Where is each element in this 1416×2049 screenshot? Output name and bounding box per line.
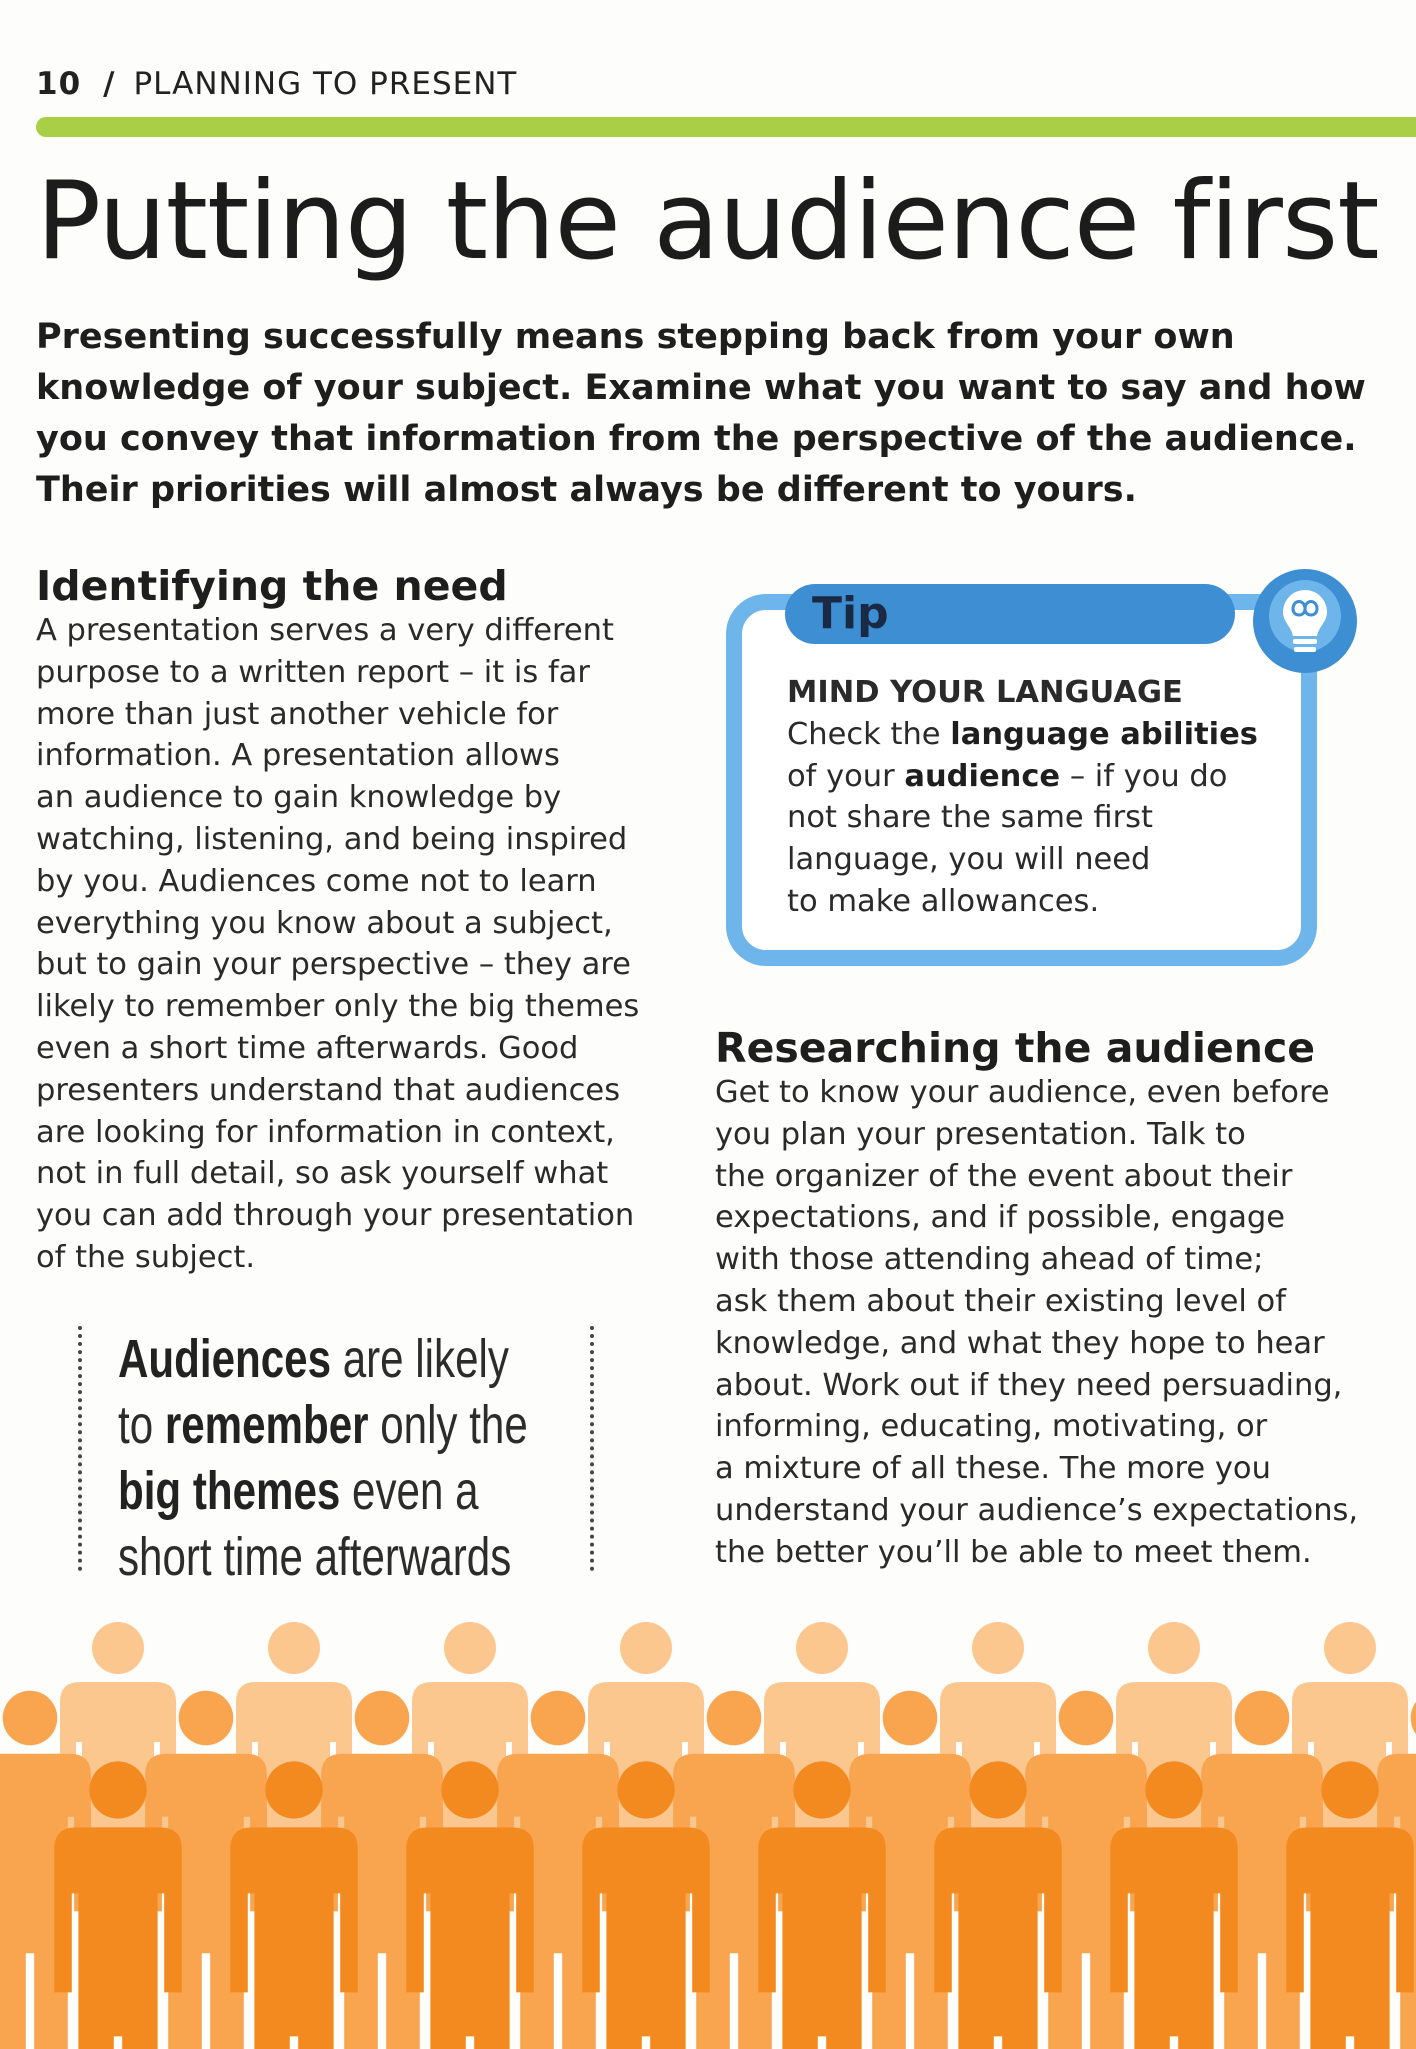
tip-text-span: language, you will need bbox=[787, 842, 1151, 878]
tip-text-span: to make allowances. bbox=[787, 883, 1100, 919]
tip-content bbox=[787, 672, 1287, 923]
tip-label: Tip bbox=[812, 588, 889, 639]
page-title: Putting the audience first bbox=[36, 159, 1379, 284]
body-line: you plan your presentation. Talk to bbox=[715, 1116, 1246, 1152]
body-line: not in full detail, so ask yourself what bbox=[36, 1156, 609, 1192]
identifying-heading: Identifying the need bbox=[36, 562, 508, 610]
quote-text: even a bbox=[340, 1461, 479, 1521]
body-line: about. Work out if they need persuading, bbox=[715, 1367, 1343, 1403]
body-line: you can add through your presentation bbox=[36, 1198, 635, 1234]
body-line: Get to know your audience, even before bbox=[715, 1075, 1330, 1110]
quote-text: only the bbox=[368, 1395, 528, 1455]
tip-heading: MIND YOUR LANGUAGE bbox=[787, 675, 1183, 710]
quote-emphasis: big themes bbox=[118, 1461, 341, 1521]
lightbulb-icon bbox=[1250, 566, 1360, 676]
body-line: likely to remember only the big themes bbox=[36, 989, 640, 1025]
body-line: by you. Audiences come not to learn bbox=[36, 863, 597, 899]
body-line: a mixture of all these. The more you bbox=[715, 1451, 1271, 1487]
body-line: A presentation serves a very different bbox=[36, 613, 614, 648]
body-line: the better you’ll be able to meet them. bbox=[715, 1534, 1312, 1570]
tip-emphasis: language abilities bbox=[950, 716, 1258, 752]
body-line: an audience to gain knowledge by bbox=[36, 780, 562, 816]
body-line: watching, listening, and being inspired bbox=[36, 821, 628, 857]
crowd-illustration bbox=[0, 1600, 1416, 2049]
quote-text: short time afterwards bbox=[118, 1527, 512, 1587]
researching-section bbox=[715, 1024, 1375, 1574]
page-number: 10 bbox=[36, 66, 82, 102]
researching-body bbox=[715, 1072, 1375, 1574]
body-line: expectations, and if possible, engage bbox=[715, 1200, 1286, 1236]
pull-quote-text bbox=[118, 1326, 528, 1590]
body-line: informing, educating, motivating, or bbox=[715, 1409, 1268, 1445]
header-separator: / bbox=[103, 66, 116, 102]
tip-emphasis: audience bbox=[904, 758, 1061, 794]
body-line: presenters understand that audiences bbox=[36, 1072, 621, 1108]
body-line: information. A presentation allows bbox=[36, 738, 560, 774]
pull-quote bbox=[78, 1326, 594, 1587]
running-header bbox=[36, 66, 517, 102]
body-line: of the subject. bbox=[36, 1239, 256, 1275]
quote-text: are likely bbox=[331, 1329, 509, 1389]
body-line: more than just another vehicle for bbox=[36, 696, 559, 732]
body-line: but to gain your perspective – they are bbox=[36, 947, 631, 983]
body-line: ask them about their existing level of bbox=[715, 1283, 1286, 1319]
tip-text-span: Check the bbox=[787, 716, 951, 752]
identifying-body bbox=[36, 610, 676, 1279]
intro-paragraph: Presenting successfully means stepping back from your own knowledge of your subject. Examine what you want to say and how you convey that information from the perspective of the audience. Their priorities will almost always be different to yours. bbox=[36, 317, 1366, 510]
body-line: knowledge, and what they hope to hear bbox=[715, 1325, 1325, 1361]
section-name: PLANNING TO PRESENT bbox=[133, 66, 518, 102]
body-line: everything you know about a subject, bbox=[36, 905, 613, 941]
researching-heading: Researching the audience bbox=[715, 1024, 1316, 1072]
quote-text: to bbox=[118, 1395, 165, 1455]
body-line: understand your audience’s expectations, bbox=[715, 1492, 1359, 1528]
tip-text-span: of your bbox=[787, 758, 905, 794]
identifying-section bbox=[36, 562, 676, 1279]
quote-emphasis: remember bbox=[164, 1395, 369, 1455]
tip-text-span: – if you do bbox=[1060, 758, 1228, 794]
header-rule bbox=[36, 117, 1416, 137]
tip-text-span: not share the same first bbox=[787, 800, 1153, 836]
quote-emphasis: Audiences bbox=[118, 1329, 332, 1389]
body-line: the organizer of the event about their bbox=[715, 1158, 1293, 1194]
tip-text bbox=[787, 714, 1287, 923]
body-line: with those attending ahead of time; bbox=[715, 1242, 1264, 1278]
body-line: even a short time afterwards. Good bbox=[36, 1030, 579, 1066]
body-line: are looking for information in context, bbox=[36, 1114, 615, 1150]
body-line: purpose to a written report – it is far bbox=[36, 654, 590, 690]
